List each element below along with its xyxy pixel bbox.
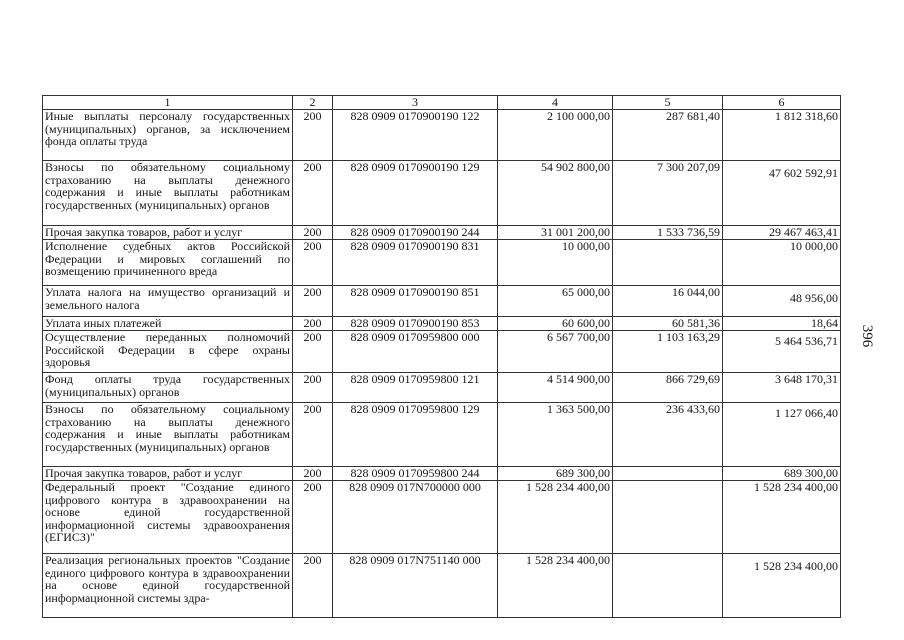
- table-row: [43, 317, 841, 331]
- header-row: [43, 96, 841, 110]
- budget-table: [42, 95, 841, 618]
- header-cell: 3: [333, 96, 498, 110]
- approved-amount-cell: 65 000,00: [498, 286, 613, 317]
- row-code-cell: 200: [293, 226, 333, 240]
- name-cell: Реализация региональных проектов "Создание единого цифрового контура в здравоохранении на основе единой государственной информационной системы здра-: [43, 554, 293, 618]
- executed-amount-cell: 60 581,36: [613, 317, 723, 331]
- approved-amount-cell: 10 000,00: [498, 240, 613, 286]
- name-cell: Фонд оплаты труда государственных (муниципальных) органов: [43, 373, 293, 403]
- page-number: 396: [859, 324, 875, 348]
- row-code-cell: 200: [293, 161, 333, 226]
- table-row: [43, 331, 841, 373]
- name-cell: Прочая закупка товаров, работ и услуг: [43, 467, 293, 481]
- budget-code-cell: 828 0909 0170900190 831: [333, 240, 498, 286]
- table-row: [43, 286, 841, 317]
- row-code-cell: 200: [293, 317, 333, 331]
- approved-amount-cell: 31 001 200,00: [498, 226, 613, 240]
- executed-amount-cell: [613, 240, 723, 286]
- budget-code-cell: 828 0909 0170900190 122: [333, 110, 498, 161]
- remaining-amount-cell: 10 000,00: [723, 240, 841, 286]
- budget-code-cell: 828 0909 017N700000 000: [333, 481, 498, 554]
- row-code-cell: 200: [293, 403, 333, 467]
- remaining-amount-cell: 1 812 318,60: [723, 110, 841, 161]
- executed-amount-cell: [613, 467, 723, 481]
- approved-amount-cell: 6 567 700,00: [498, 331, 613, 373]
- executed-amount-cell: 287 681,40: [613, 110, 723, 161]
- table-row: [43, 240, 841, 286]
- approved-amount-cell: 1 528 234 400,00: [498, 481, 613, 554]
- table-row: [43, 403, 841, 467]
- row-code-cell: 200: [293, 554, 333, 618]
- approved-amount-cell: 1 528 234 400,00: [498, 554, 613, 618]
- budget-code-cell: 828 0909 0170959800 000: [333, 331, 498, 373]
- name-cell: Иные выплаты персоналу государственных (муниципальных) органов, за исключением фонда оплаты труда: [43, 110, 293, 161]
- executed-amount-cell: 1 103 163,29: [613, 331, 723, 373]
- name-cell: Взносы по обязательному социальному страхованию на выплаты денежного содержания и иные выплаты работникам государственных (муниципальных) органов: [43, 403, 293, 467]
- budget-code-cell: 828 0909 0170959800 244: [333, 467, 498, 481]
- table-row: [43, 226, 841, 240]
- table-row: [43, 481, 841, 554]
- remaining-amount-cell: 29 467 463,41: [723, 226, 841, 240]
- approved-amount-cell: 1 363 500,00: [498, 403, 613, 467]
- name-cell: Уплата налога на имущество организаций и земельного налога: [43, 286, 293, 317]
- row-code-cell: 200: [293, 481, 333, 554]
- budget-code-cell: 828 0909 017N751140 000: [333, 554, 498, 618]
- executed-amount-cell: [613, 554, 723, 618]
- budget-code-cell: 828 0909 0170959800 121: [333, 373, 498, 403]
- remaining-amount-cell: 1 528 234 400,00: [723, 554, 841, 618]
- executed-amount-cell: [613, 481, 723, 554]
- name-cell: Осуществление переданных полномочий Российской Федерации в сфере охраны здоровья: [43, 331, 293, 373]
- remaining-amount-cell: 3 648 170,31: [723, 373, 841, 403]
- table-row: [43, 554, 841, 618]
- row-code-cell: 200: [293, 110, 333, 161]
- header-cell: 6: [723, 96, 841, 110]
- header-cell: 5: [613, 96, 723, 110]
- executed-amount-cell: 16 044,00: [613, 286, 723, 317]
- name-cell: Прочая закупка товаров, работ и услуг: [43, 226, 293, 240]
- executed-amount-cell: 7 300 207,09: [613, 161, 723, 226]
- budget-code-cell: 828 0909 0170900190 244: [333, 226, 498, 240]
- name-cell: Уплата иных платежей: [43, 317, 293, 331]
- executed-amount-cell: 1 533 736,59: [613, 226, 723, 240]
- header-cell: 2: [293, 96, 333, 110]
- budget-code-cell: 828 0909 0170900190 129: [333, 161, 498, 226]
- row-code-cell: 200: [293, 331, 333, 373]
- remaining-amount-cell: 1 528 234 400,00: [723, 481, 841, 554]
- name-cell: Федеральный проект "Создание единого цифрового контура в здравоохранении на основе единой государственной информационной системы здравоохранения (ЕГИСЗ)": [43, 481, 293, 554]
- header-cell: 4: [498, 96, 613, 110]
- table-row: [43, 110, 841, 161]
- approved-amount-cell: 4 514 900,00: [498, 373, 613, 403]
- remaining-amount-cell: 18,64: [723, 317, 841, 331]
- row-code-cell: 200: [293, 373, 333, 403]
- remaining-amount-cell: 689 300,00: [723, 467, 841, 481]
- approved-amount-cell: 689 300,00: [498, 467, 613, 481]
- row-code-cell: 200: [293, 240, 333, 286]
- approved-amount-cell: 2 100 000,00: [498, 110, 613, 161]
- remaining-amount-cell: 47 602 592,91: [723, 161, 841, 226]
- name-cell: Взносы по обязательному социальному страхованию на выплаты денежного содержания и иные выплаты работникам государственных (муниципальных) органов: [43, 161, 293, 226]
- table-row: [43, 161, 841, 226]
- budget-code-cell: 828 0909 0170900190 853: [333, 317, 498, 331]
- table-row: [43, 373, 841, 403]
- budget-code-cell: 828 0909 0170959800 129: [333, 403, 498, 467]
- remaining-amount-cell: 1 127 066,40: [723, 403, 841, 467]
- table-row: [43, 467, 841, 481]
- budget-code-cell: 828 0909 0170900190 851: [333, 286, 498, 317]
- approved-amount-cell: 60 600,00: [498, 317, 613, 331]
- executed-amount-cell: 866 729,69: [613, 373, 723, 403]
- name-cell: Исполнение судебных актов Российской Федерации и мировых соглашений по возмещению причиненного вреда: [43, 240, 293, 286]
- remaining-amount-cell: 48 956,00: [723, 286, 841, 317]
- approved-amount-cell: 54 902 800,00: [498, 161, 613, 226]
- remaining-amount-cell: 5 464 536,71: [723, 331, 841, 373]
- row-code-cell: 200: [293, 467, 333, 481]
- row-code-cell: 200: [293, 286, 333, 317]
- header-cell: 1: [43, 96, 293, 110]
- executed-amount-cell: 236 433,60: [613, 403, 723, 467]
